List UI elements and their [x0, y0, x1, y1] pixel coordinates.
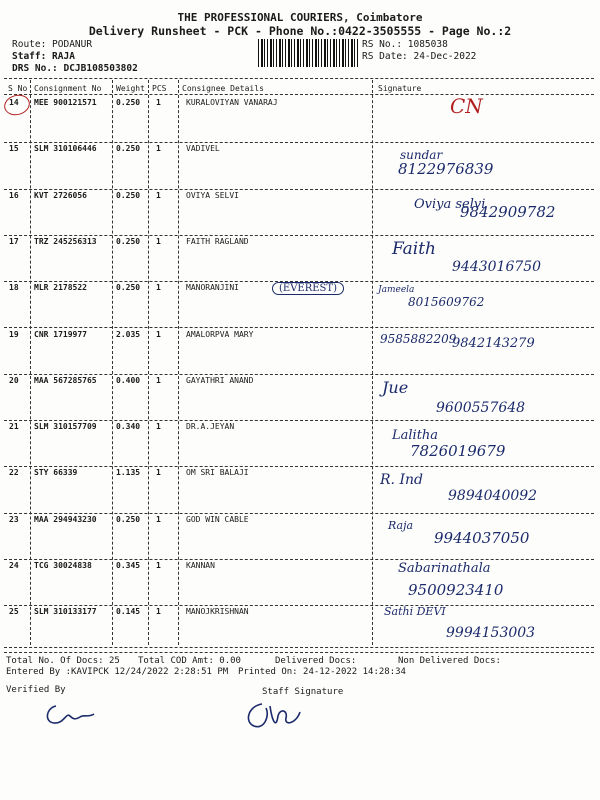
cell-consignee: MANORANJINI: [186, 283, 239, 293]
handwritten-signature: 9585882209: [380, 331, 457, 346]
total-cod: Total COD Amt: 0.00: [138, 656, 241, 666]
cell-consignee: GAYATHRI ANAND: [186, 375, 254, 385]
total-docs: Total No. Of Docs: 25: [6, 656, 120, 666]
col-header-weight: Weight: [116, 84, 145, 93]
cell-sno: 15: [9, 144, 19, 154]
cell-pcs: 1: [156, 375, 161, 385]
handwritten-signature: Raja: [388, 518, 414, 532]
handwritten-signature: Jue: [382, 377, 409, 397]
handwritten-signature: 9500923410: [408, 581, 504, 599]
staff-label: Staff: RAJA: [12, 51, 75, 62]
row-divider: [4, 466, 594, 467]
route-label: Route: PODANUR: [12, 39, 93, 50]
cell-weight: 0.250: [116, 236, 141, 246]
cell-consignment: MLR 2178522: [34, 283, 87, 293]
cell-sno: 19: [9, 329, 19, 339]
cell-consignee: VADIVEL: [186, 144, 220, 154]
handwritten-signature: 8122976839: [398, 160, 494, 179]
cell-consignee: KANNAN: [186, 561, 215, 570]
header-bottom-rule: [4, 94, 594, 95]
cell-weight: 0.250: [116, 514, 141, 524]
cell-consignee: GOD WIN CABLE: [186, 514, 249, 524]
row-divider: [4, 235, 594, 236]
handwritten-signature: 9600557648: [436, 399, 526, 416]
handwritten-signature: Sathi DEVI: [384, 605, 446, 619]
table-row: [0, 515, 600, 561]
runsheet-title: Delivery Runsheet - PCK - Phone No.:0422-3505555 - Page No.:2: [88, 24, 512, 38]
cell-weight: 1.135: [116, 468, 141, 478]
company-title: THE PROFESSIONAL COURIERS, Coimbatore: [177, 11, 423, 24]
row-divider: [4, 327, 594, 328]
cell-consignment: TCG 30024838: [34, 561, 92, 570]
cell-weight: 0.340: [116, 422, 141, 432]
staff-signature: [240, 698, 324, 734]
drs-label: DRS No.: DCJB108503802: [12, 63, 138, 74]
col-header-pcs: PCS: [152, 84, 167, 93]
table-row: [0, 561, 600, 607]
handwritten-signature: 9842143279: [452, 335, 535, 351]
non-delivered-docs: Non Delivered Docs:: [398, 656, 501, 666]
cell-sno: 18: [9, 283, 19, 293]
row-divider: [4, 189, 594, 190]
cell-sno: 20: [9, 375, 19, 385]
cell-consignee: FAITH RAGLAND: [186, 236, 249, 246]
cell-pcs: 1: [156, 561, 161, 570]
row-divider: [4, 652, 594, 653]
handwritten-signature: sundar: [400, 148, 443, 163]
verified-by: Verified By: [6, 685, 66, 695]
everest-annotation: (EVEREST): [272, 282, 344, 295]
staff-signature-label: Staff Signature: [262, 687, 344, 697]
cell-pcs: 1: [156, 514, 161, 524]
cell-sno: 22: [9, 468, 19, 478]
cell-weight: 0.345: [116, 561, 141, 570]
cell-weight: 0.250: [116, 283, 141, 293]
cell-consignment: TRZ 245256313: [34, 236, 97, 246]
cell-consignee: DR.A.JEYAN: [186, 422, 235, 432]
col-header-signature: Signature: [378, 84, 422, 93]
entered-by: Entered By :KAVIPCK 12/24/2022 2:28:51 PM: [6, 667, 229, 677]
cell-sno: 24: [9, 561, 19, 570]
cell-consignment: MAA 567285765: [34, 375, 97, 385]
row-divider: [4, 420, 594, 421]
handwritten-signature: R. Ind: [380, 472, 423, 489]
rs-no: RS No.: 1085038: [362, 39, 448, 50]
barcode: [258, 39, 358, 67]
cell-consignee: OM SRI BALAJI: [186, 468, 249, 478]
handwritten-signature: Oviya selvi: [414, 196, 486, 212]
cell-consignment: KVT 2726056: [34, 190, 87, 200]
table-row: [0, 144, 600, 190]
rs-date: RS Date: 24-Dec-2022: [362, 51, 477, 62]
cell-consignment: STY 66339: [34, 468, 78, 478]
cell-sno: 25: [9, 607, 19, 617]
table-row: [0, 191, 600, 237]
handwritten-signature: 9944037050: [434, 528, 530, 547]
cell-pcs: 1: [156, 607, 161, 617]
cell-pcs: 1: [156, 98, 161, 107]
cell-sno: 21: [9, 422, 19, 432]
cell-weight: 0.250: [116, 144, 141, 154]
cell-consignment: MAA 294943230: [34, 514, 97, 524]
handwritten-signature: 9994153003: [446, 625, 536, 642]
cell-consignment: SLM 310157709: [34, 422, 97, 432]
table-row: [0, 468, 600, 514]
handwritten-signature: 9443016750: [452, 258, 542, 275]
table-bottom-rule: [4, 647, 594, 648]
row-divider: [4, 513, 594, 514]
table-row: [0, 376, 600, 422]
table-top-rule: [4, 78, 594, 79]
cell-pcs: 1: [156, 283, 161, 293]
cell-consignment: CNR 1719977: [34, 329, 87, 339]
cell-sno: 14: [9, 98, 19, 107]
handwritten-signature: 9842909782: [460, 202, 556, 221]
cell-pcs: 1: [156, 329, 161, 339]
handwritten-signature: 7826019679: [410, 442, 506, 461]
handwritten-signature: 9894040092: [448, 488, 538, 505]
cell-sno: 16: [9, 190, 19, 200]
row-divider: [4, 605, 594, 606]
cell-pcs: 1: [156, 236, 161, 246]
col-header-consignment: Consignment No: [34, 84, 102, 93]
cell-weight: 2.035: [116, 329, 141, 339]
col-header-consignee: Consignee Details: [182, 84, 264, 93]
cell-consignment: SLM 310133177: [34, 607, 97, 617]
cell-pcs: 1: [156, 422, 161, 432]
cell-pcs: 1: [156, 144, 161, 154]
cell-consignment: MEE 900121571: [34, 98, 97, 107]
cell-weight: 0.400: [116, 375, 141, 385]
cell-weight: 0.250: [116, 190, 141, 200]
cell-weight: 0.250: [116, 98, 141, 107]
cell-consignee: KURALOVIYAN VANARAJ: [186, 98, 278, 107]
handwritten-signature: Lalitha: [392, 428, 439, 444]
table-row: [0, 422, 600, 468]
cell-sno: 23: [9, 514, 19, 524]
handwritten-signature: Jameela: [378, 285, 415, 296]
handwritten-signature: CN: [450, 94, 483, 118]
handwritten-signature: Sabarinathala: [398, 561, 491, 576]
cell-pcs: 1: [156, 190, 161, 200]
table-row: [0, 237, 600, 283]
row-divider: [4, 374, 594, 375]
col-header-sno: S No: [8, 84, 28, 93]
row-divider: [4, 559, 594, 560]
printed-on: Printed On: 24-12-2022 14:28:34: [238, 667, 406, 677]
handwritten-signature: 8015609762: [408, 295, 485, 310]
cell-consignment: SLM 310106446: [34, 144, 97, 154]
cell-pcs: 1: [156, 468, 161, 478]
cell-consignee: OVIYA SELVI: [186, 190, 239, 200]
cell-consignee: MANOJKRISHNAN: [186, 607, 249, 617]
handwritten-signature: Faith: [392, 238, 436, 259]
delivered-docs: Delivered Docs:: [275, 656, 357, 666]
verified-signature: [42, 700, 98, 730]
cell-weight: 0.145: [116, 607, 141, 617]
row-divider: [4, 142, 594, 143]
table-row: [0, 330, 600, 376]
cell-consignee: AMALORPVA MARY: [186, 329, 254, 339]
cell-sno: 17: [9, 236, 19, 246]
table-row: [0, 94, 600, 144]
